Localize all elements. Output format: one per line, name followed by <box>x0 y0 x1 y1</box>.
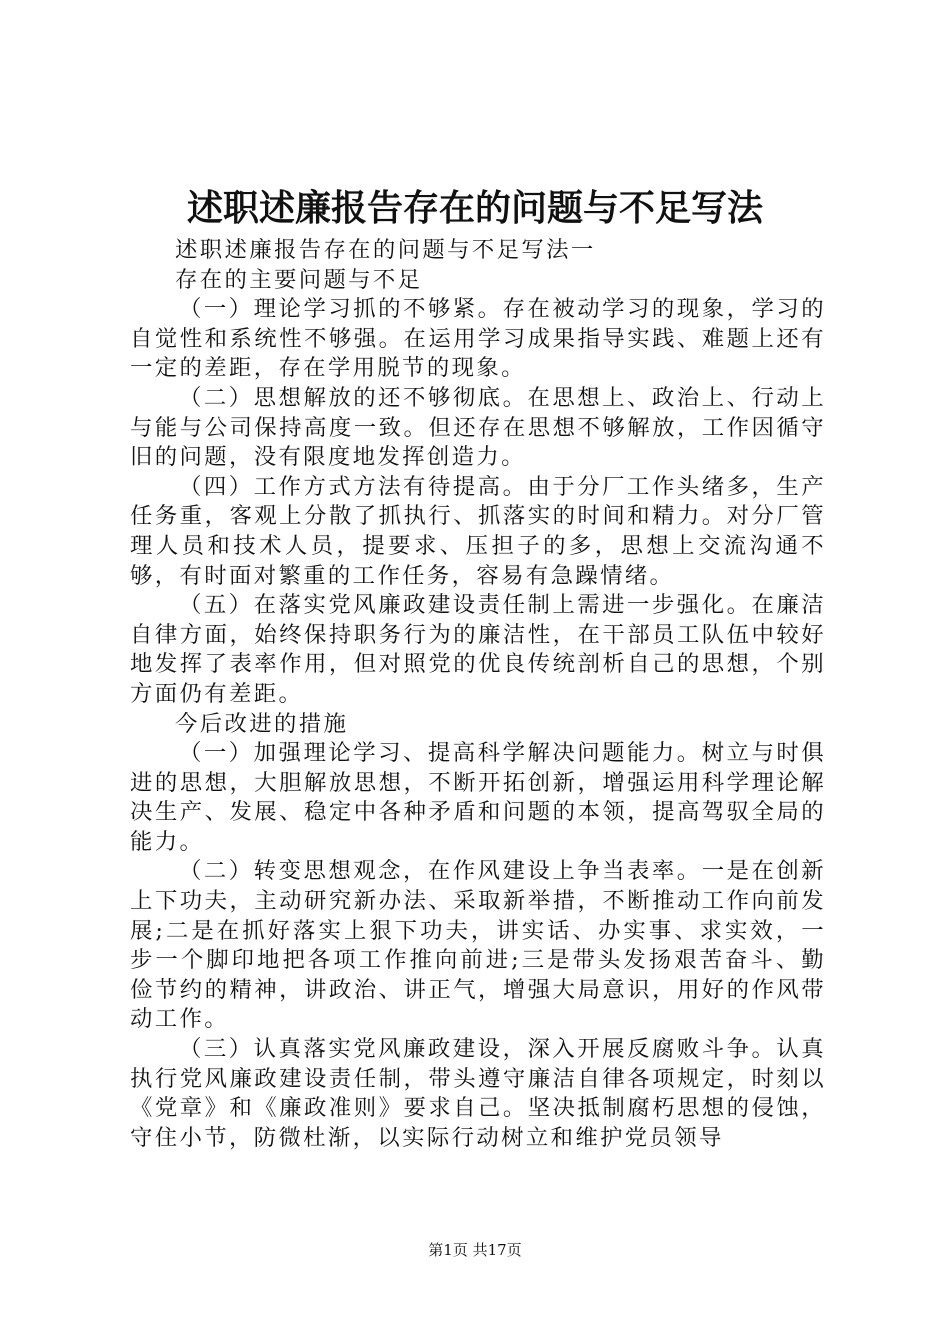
paragraph-measure-1: （一）加强理论学习、提高科学解决问题能力。树立与时俱进的思想，大胆解放思想，不断开拓创新，增强运用科学理论解决生产、发展、稳定中各种矛盾和问题的本领，提高驾驭全局的能力。 <box>130 740 826 855</box>
page-number-footer: 第1页 共17页 <box>428 1241 522 1259</box>
paragraph-subtitle: 述职述廉报告存在的问题与不足写法一 <box>175 237 596 263</box>
paragraph-section-heading-measures: 今后改进的措施 <box>175 710 349 737</box>
paragraph-problem-1: （一）理论学习抓的不够紧。存在被动学习的现象，学习的自觉性和系统性不够强。在运用学习成果指导实践、难题上还有一定的差距，存在学用脱节的现象。 <box>130 296 826 382</box>
paragraph-problem-5: （五）在落实党风廉政建设责任制上需进一步强化。在廉洁自律方面，始终保持职务行为的廉洁性，在干部员工队伍中较好地发挥了表率作用，但对照党的优良传统剖析自己的思想，个别方面仍有差距。 <box>130 592 826 707</box>
paragraph-measure-3: （三）认真落实党风廉政建设，深入开展反腐败斗争。认真执行党风廉政建设责任制，带头遵守廉洁自律各项规定，时刻以《党章》和《廉政准则》要求自己。坚决抵制腐朽思想的侵蚀，守住小节，防微杜渐，以实际行动树立和维护党员领导 <box>130 1036 826 1151</box>
document-body <box>130 236 826 1153</box>
paragraph-problem-4: （四）工作方式方法有待提高。由于分厂工作头绪多，生产任务重，客观上分散了抓执行、抓落实的时间和精力。对分厂管理人员和技术人员，提要求、压担子的多，思想上交流沟通不够，有时面对繁重的工作任务，容易有急躁情绪。 <box>130 473 826 589</box>
paragraph-section-heading-problems: 存在的主要问题与不足 <box>175 266 423 293</box>
paragraph-measure-2: （二）转变思想观念，在作风建设上争当表率。一是在创新上下功夫，主动研究新办法、采取新举措，不断推动工作向前发展;二是在抓好落实上狠下功夫，讲实话、办实事、求实效，一步一个脚印地把各项工作推向前进;三是带头发扬艰苦奋斗、勤俭节约的精神，讲政治、讲正气，增强大局意识，用好的作风带动工作。 <box>130 858 826 1033</box>
document-title: 述职述廉报告存在的问题与不足写法 <box>186 187 763 229</box>
paragraph-problem-2: （二）思想解放的还不够彻底。在思想上、政治上、行动上与能与公司保持高度一致。但还存在思想不够解放，工作因循守旧的问题，没有限度地发挥创造力。 <box>130 384 826 471</box>
